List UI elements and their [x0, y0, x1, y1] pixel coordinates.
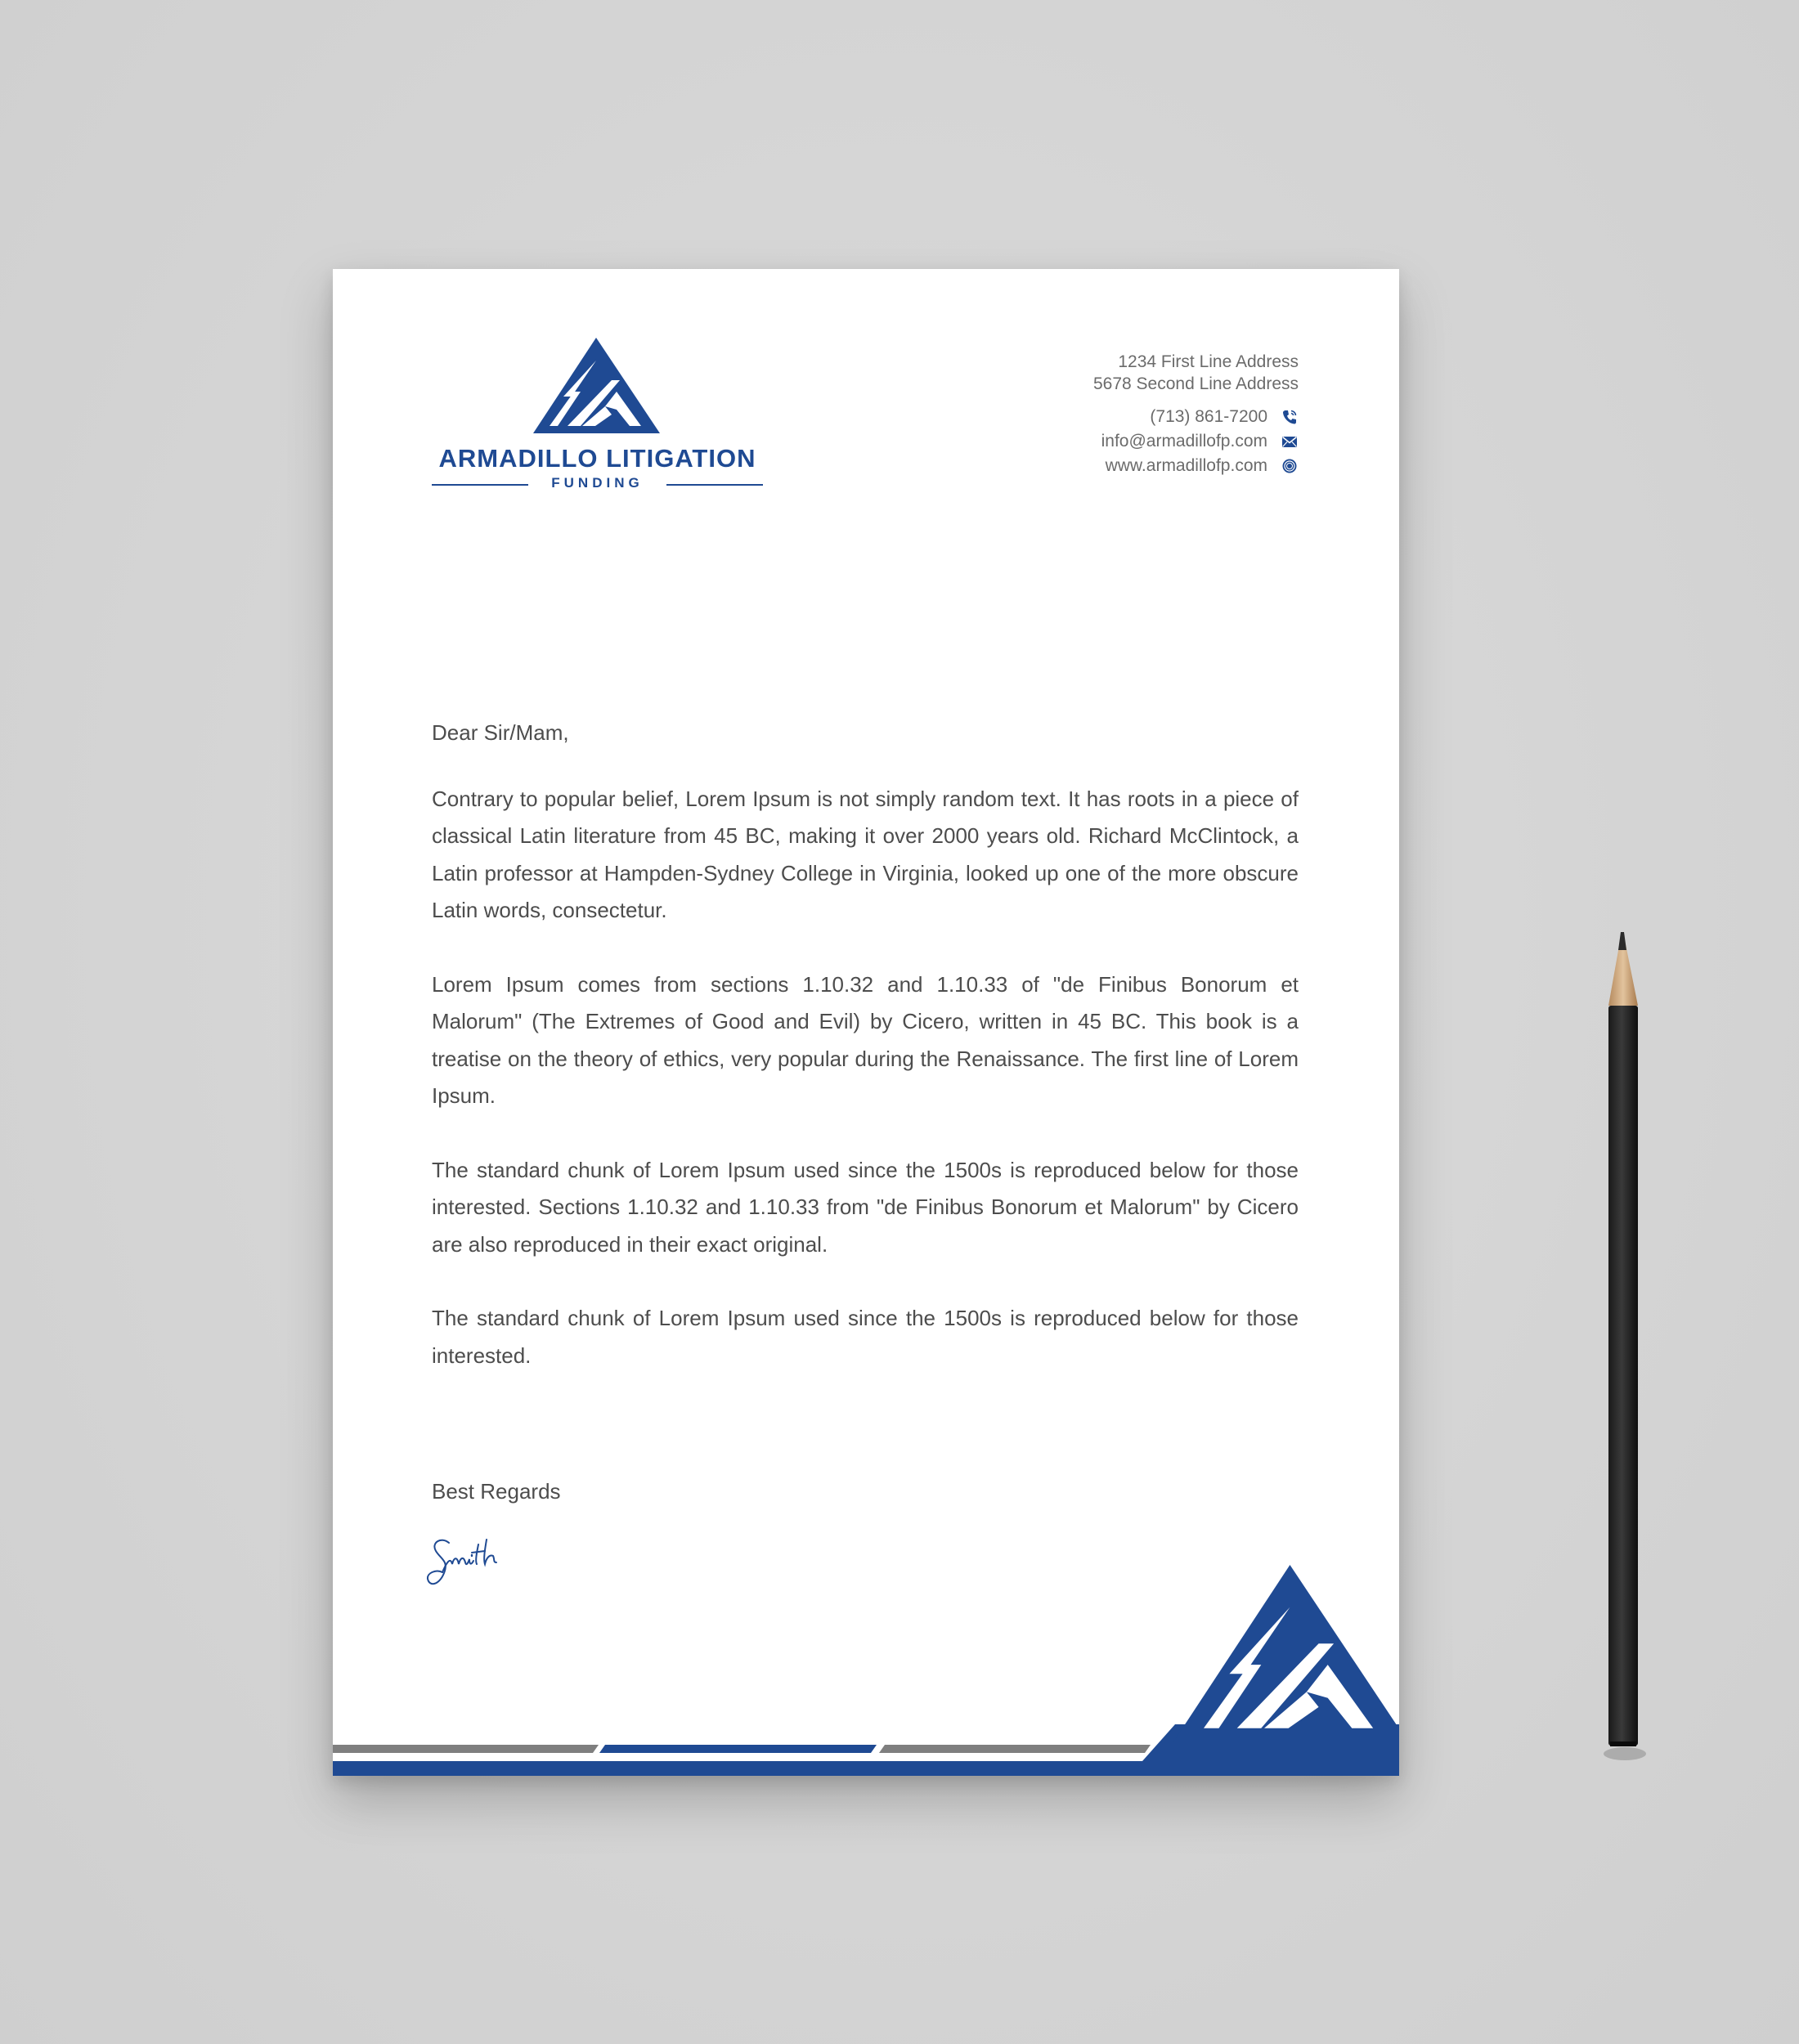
- triangle-logo-icon: [533, 338, 660, 433]
- globe-icon: [1281, 457, 1299, 475]
- company-name: ARMADILLO LITIGATION: [438, 444, 756, 473]
- letter-body: [432, 715, 1299, 1411]
- mail-icon: [1281, 433, 1299, 450]
- paragraph-3: The standard chunk of Lorem Ipsum used since the 1500s is reproduced below for those interested. Sections 1.10.32 and 1.10.33 from "de Finibus Bonorum et Malorum" by Cicero are also reproduced in their exact original.: [432, 1157, 1299, 1257]
- subtitle-rule-right: [666, 484, 763, 486]
- company-logo: [432, 338, 767, 493]
- phone-number: (713) 861-7200: [1150, 407, 1267, 426]
- paragraph-1: Contrary to popular belief, Lorem Ipsum is not simply random text. It has roots in a piece of classical Latin literature from 45 BC, making it over 2000 years old. Richard McClintock, a Latin professor at Hampden-Sydney College in Virginia, looked up one of the more obscure Latin words, consectetur.: [432, 786, 1299, 922]
- email-row: [955, 429, 1299, 454]
- company-subtitle-row: [432, 475, 763, 495]
- closing-line: Best Regards: [432, 1479, 561, 1504]
- footer-blue-band-center: [599, 1745, 877, 1753]
- address-line-1: 1234 First Line Address: [1118, 352, 1299, 371]
- website-row: [955, 454, 1299, 478]
- email-address: info@armadillofp.com: [1101, 432, 1267, 450]
- company-subtitle: FUNDING: [551, 475, 644, 491]
- salutation: Dear Sir/Mam,: [432, 720, 569, 745]
- phone-row: [955, 405, 1299, 429]
- footer-gray-band-left: [333, 1745, 599, 1753]
- footer-gray-band-right: [879, 1745, 1151, 1753]
- letterhead-page: [333, 269, 1399, 1776]
- pencil-image: [1599, 932, 1648, 1766]
- phone-icon: [1281, 408, 1299, 426]
- website-url: www.armadillofp.com: [1105, 456, 1267, 475]
- footer-blue-baseline: [333, 1724, 1399, 1776]
- handwritten-signature: [424, 1528, 531, 1598]
- paragraph-4: The standard chunk of Lorem Ipsum used since the 1500s is reproduced below for those interested.: [432, 1306, 1299, 1368]
- footer-triangle-logo-icon: [1173, 1565, 1399, 1741]
- paragraph-2: Lorem Ipsum comes from sections 1.10.32 and 1.10.33 of "de Finibus Bonorum et Malorum" (The Extremes of Good and Evil) by Cicero, written in 45 BC. This book is a treatise on the theory of ethics, very popular during the Renaissance. The first line of Lorem Ipsum.: [432, 971, 1299, 1108]
- contact-block: [955, 351, 1299, 478]
- address-line-2: 5678 Second Line Address: [1092, 374, 1299, 393]
